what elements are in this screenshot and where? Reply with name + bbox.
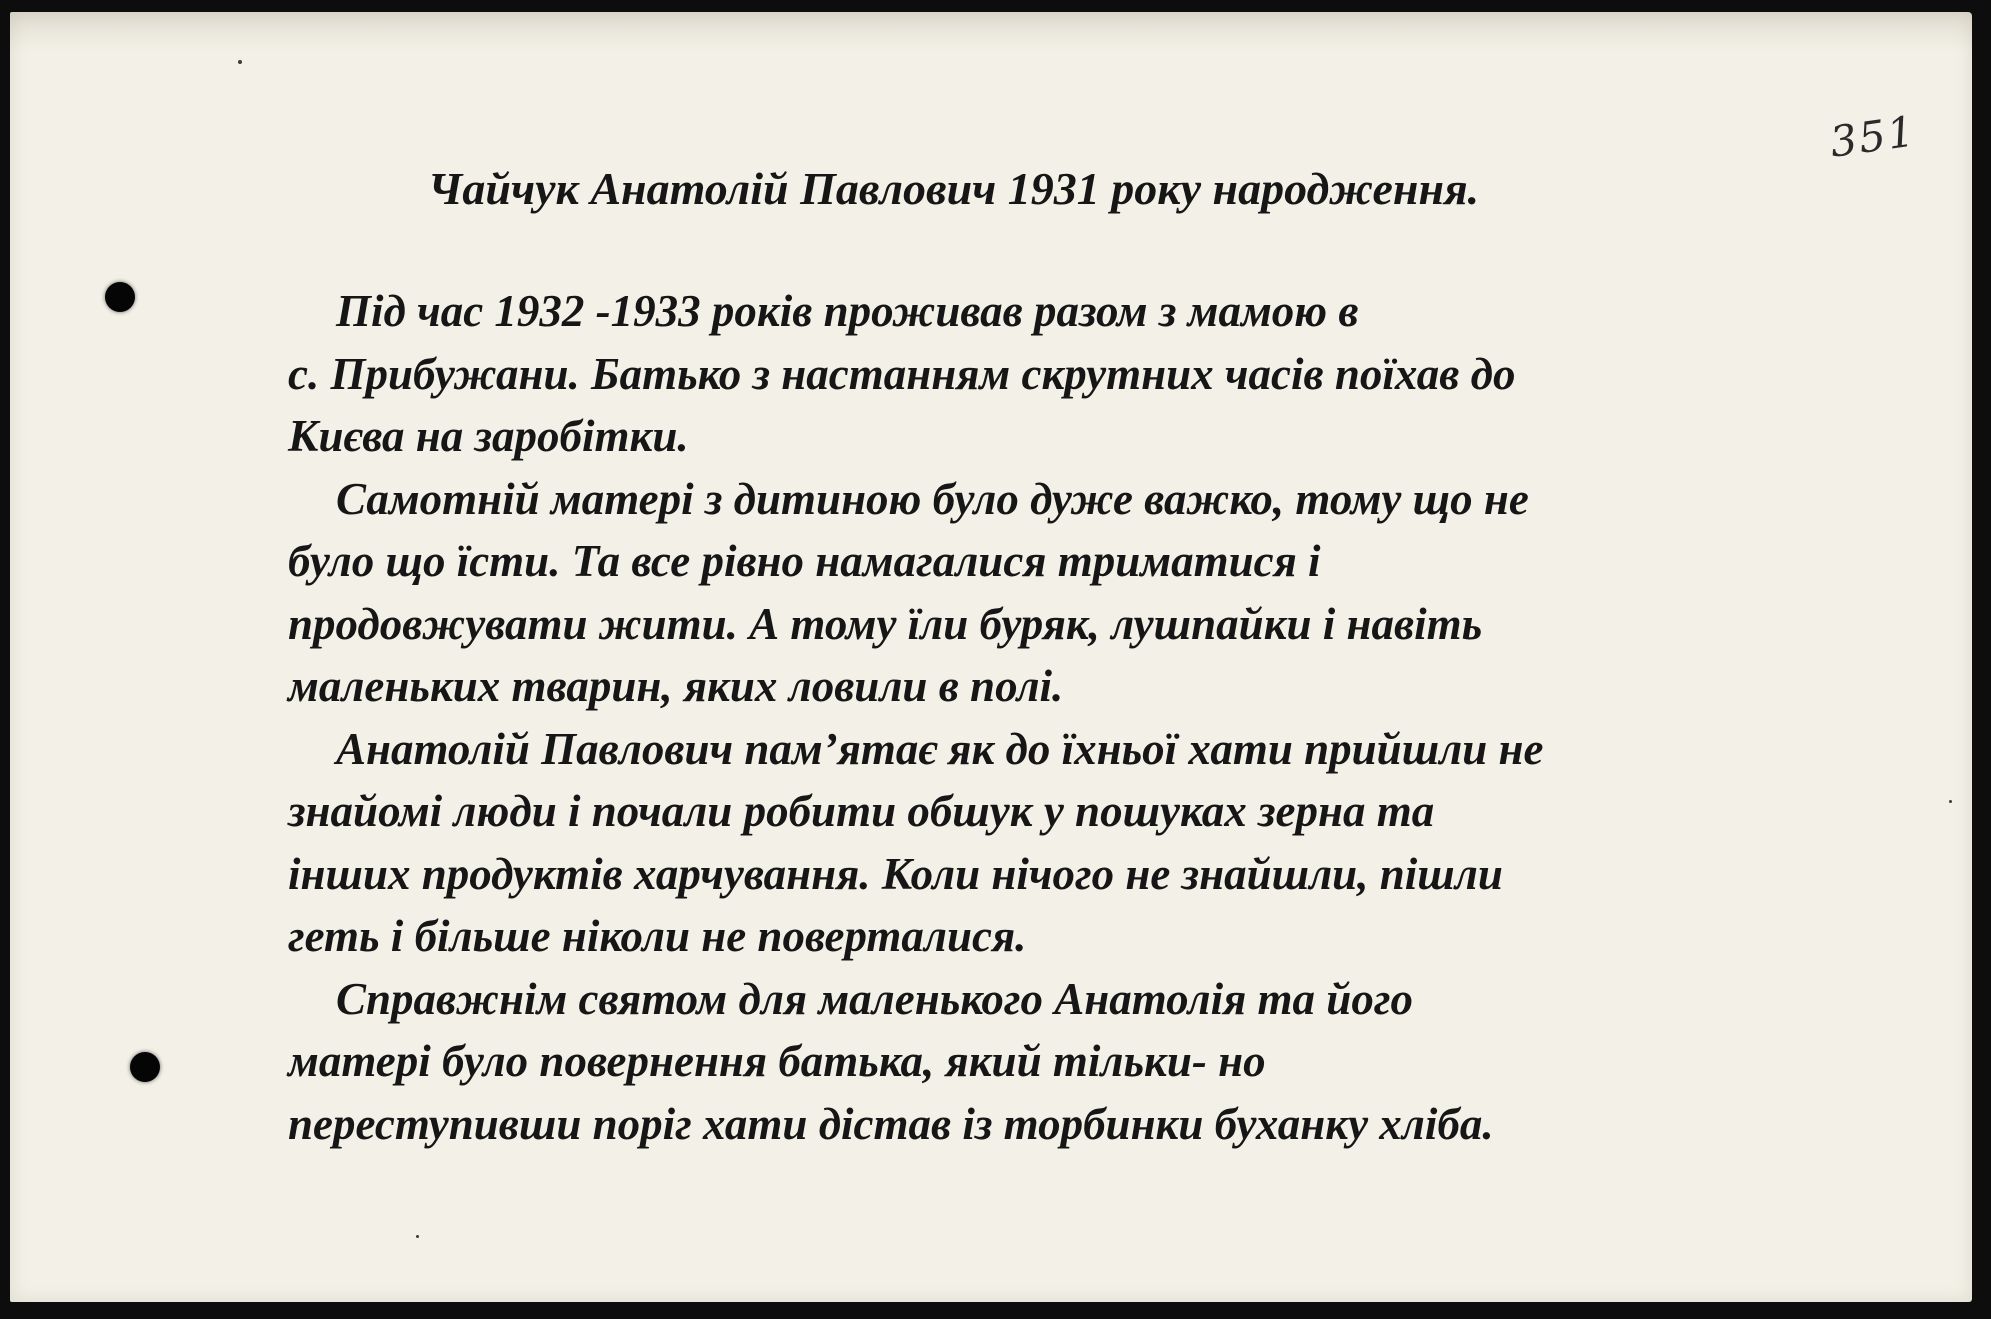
text-line: геть і більше ніколи не поверталися. [288,911,1027,961]
document-page [10,12,1972,1302]
text-line: Києва на заробітки. [288,411,689,461]
text-line: Під час 1932 -1933 років проживав разом з мамою в [336,286,1359,336]
punch-hole-bottom [130,1052,160,1082]
document-body [288,280,1788,1155]
text-line: інших продуктів харчування. Коли нічого не знайшли, пішли [288,848,1503,899]
paper-speck [238,60,242,64]
text-line: було що їсти. Та все рівно намагалися триматися і [288,536,1321,586]
document-title: Чайчук Анатолій Павлович 1931 року народження. [428,163,1480,214]
handwritten-page-number: 351 [1827,106,1920,167]
paper-speck [1949,800,1952,803]
text-line: переступивши поріг хати дістав із торбинки буханку хліба. [288,1098,1494,1149]
text-line: с. Прибужани. Батько з настанням скрутних часів поїхав до [288,348,1516,399]
text-line: матері було повернення батька, який тільки- но [288,1036,1266,1086]
text-line: Анатолій Павлович пам’ятає як до їхньої хати прийшли не [336,723,1544,774]
text-line: продовжувати жити. А тому їли буряк, лушпайки і навіть [288,598,1483,649]
text-line: маленьких тварин, яких ловили в полі. [288,661,1064,711]
text-line: Самотній матері з дитиною було дуже важко, тому що не [336,473,1529,524]
punch-hole-top [105,282,135,312]
text-line: Справжнім святом для маленького Анатолія та його [336,973,1413,1024]
text-line: знайомі люди і почали робити обшук у пошуках зерна та [288,786,1435,836]
paper-speck [416,1235,419,1238]
